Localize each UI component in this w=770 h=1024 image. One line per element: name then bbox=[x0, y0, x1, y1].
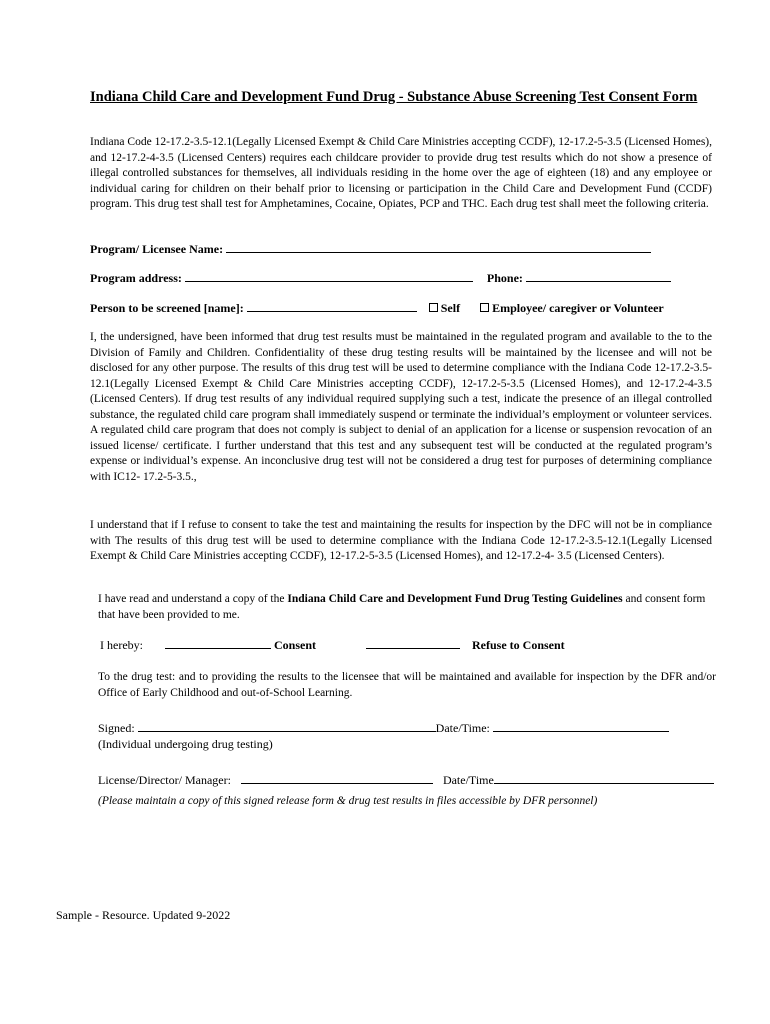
intro-paragraph: Indiana Code 12-17.2-3.5-12.1(Legally Licensed Exempt & Child Care Ministries accepting CCDF), 12-17.2-5-3.5 (Licensed Homes), and 12-17.2-4-3.5 (Licensed Centers) requires each childcare provider to provide drug test results which do not show a presence of illegal controlled substances for themselves, all individuals residing in the home over the age of eighteen (18) and any employee or individual caring for children on their behalf prior to licensing or participation in the Child Care and Development Fund (CCDF) program. This drug test shall test for Amphetamines, Cocaine, Opiates, PCP and THC. Each drug test shall meet the following criteria. bbox=[90, 136, 712, 210]
self-checkbox[interactable] bbox=[429, 303, 438, 312]
form-title: Indiana Child Care and Development Fund Drug - Substance Abuse Screening Test Consent Form bbox=[90, 89, 698, 105]
manager-signature-field[interactable] bbox=[241, 771, 433, 784]
person-screened-label: Person to be screened [name]: bbox=[90, 301, 244, 315]
hereby-label: I hereby: bbox=[100, 638, 143, 652]
footer-text: Sample - Resource. Updated 9-2022 bbox=[56, 908, 231, 922]
employee-label: Employee/ caregiver or Volunteer bbox=[492, 301, 664, 315]
employee-checkbox[interactable] bbox=[480, 303, 489, 312]
person-screened-field[interactable] bbox=[247, 299, 417, 312]
manager-row bbox=[98, 771, 714, 788]
program-address-label: Program address: bbox=[90, 271, 182, 285]
statement-paragraph: I, the undersigned, have been informed that drug test results must be maintained in the regulated program and available to the to the Division of Family and Children. Confidentiality of these drug testing results will be maintained by the licensee and will not be disclosed for any other purpose. The results of this drug test will be used to determine compliance with the Indiana Code 12-17.2-3.5-12.1(Legally Licensed Exempt & Child Care Ministries accepting CCDF), 12-17.2-5-3.5 (Licensed Homes), and 12-17.2-4-3.5 (Licensed Centers). If drug test results of any individual required supplying such a test, indicate the presence of an illegal controlled substance, the regulated child care program shall immediately suspend or terminate the individual’s employment or volunteer services. A regulated child care program that does not comply is subject to denial of an application for a license or suspension revocation of an issued license/ certificate. I further understand that this test and any subsequent test will be conducted at the regulated program’s expense or individual’s expense. An inconclusive drug test will not be considered a drug test for purposes of determining compliance with IC12- 17.2-5-3.5., bbox=[90, 331, 712, 483]
program-address-row bbox=[90, 269, 671, 286]
date-time-field[interactable] bbox=[493, 719, 669, 732]
self-label: Self bbox=[440, 301, 461, 315]
guidelines-suffix: and consent form that have been provided to me. bbox=[98, 593, 706, 621]
guidelines-title: Indiana Child Care and Development Fund Drug Testing Guidelines bbox=[287, 593, 623, 605]
date-time-label: Date/Time: bbox=[435, 721, 490, 735]
program-name-field[interactable] bbox=[226, 240, 651, 253]
signature-field[interactable] bbox=[138, 719, 436, 732]
refuse-paragraph: I understand that if I refuse to consent to take the test and maintaining the results for inspection by the DFC will not be in compliance with The results of this drug test will be used to determine compliance with the Indiana Code 12-17.2-3.5-12.1(Legally Licensed Exempt & Child Care Ministries accepting CCDF), 12-17.2-5-3.5 (Licensed Homes), and 12-17.2-4- 3.5 (Licensed Centers). bbox=[90, 519, 712, 562]
program-name-row bbox=[90, 240, 651, 257]
refuse-label: Refuse to Consent bbox=[472, 638, 565, 652]
drug-test-paragraph: To the drug test: and to providing the results to the licensee that will be maintained and available for inspection by the DFR and/or Office of Early Childhood and out-of-School Learning. bbox=[98, 671, 716, 699]
program-address-field[interactable] bbox=[185, 269, 473, 282]
individual-note: (Individual undergoing drug testing) bbox=[98, 737, 273, 751]
consent-field[interactable] bbox=[165, 636, 271, 649]
guidelines-prefix: I have read and understand a copy of the bbox=[98, 593, 285, 605]
program-name-label: Program/ Licensee Name: bbox=[90, 242, 224, 256]
consent-row bbox=[100, 636, 565, 653]
manager-label: License/Director/ Manager: bbox=[98, 773, 231, 787]
person-screened-row bbox=[90, 299, 664, 316]
refuse-field[interactable] bbox=[366, 636, 460, 649]
manager-date-time-field[interactable] bbox=[494, 771, 714, 784]
guidelines-paragraph bbox=[98, 592, 708, 623]
maintain-copy-note: (Please maintain a copy of this signed release form & drug test results in files accessible by DFR personnel) bbox=[98, 795, 598, 807]
signed-row bbox=[98, 719, 669, 736]
phone-field[interactable] bbox=[526, 269, 671, 282]
signed-label: Signed: bbox=[98, 721, 135, 735]
manager-date-time-label: Date/Time bbox=[442, 773, 494, 787]
consent-label: Consent bbox=[273, 638, 316, 652]
phone-label: Phone: bbox=[486, 271, 523, 285]
